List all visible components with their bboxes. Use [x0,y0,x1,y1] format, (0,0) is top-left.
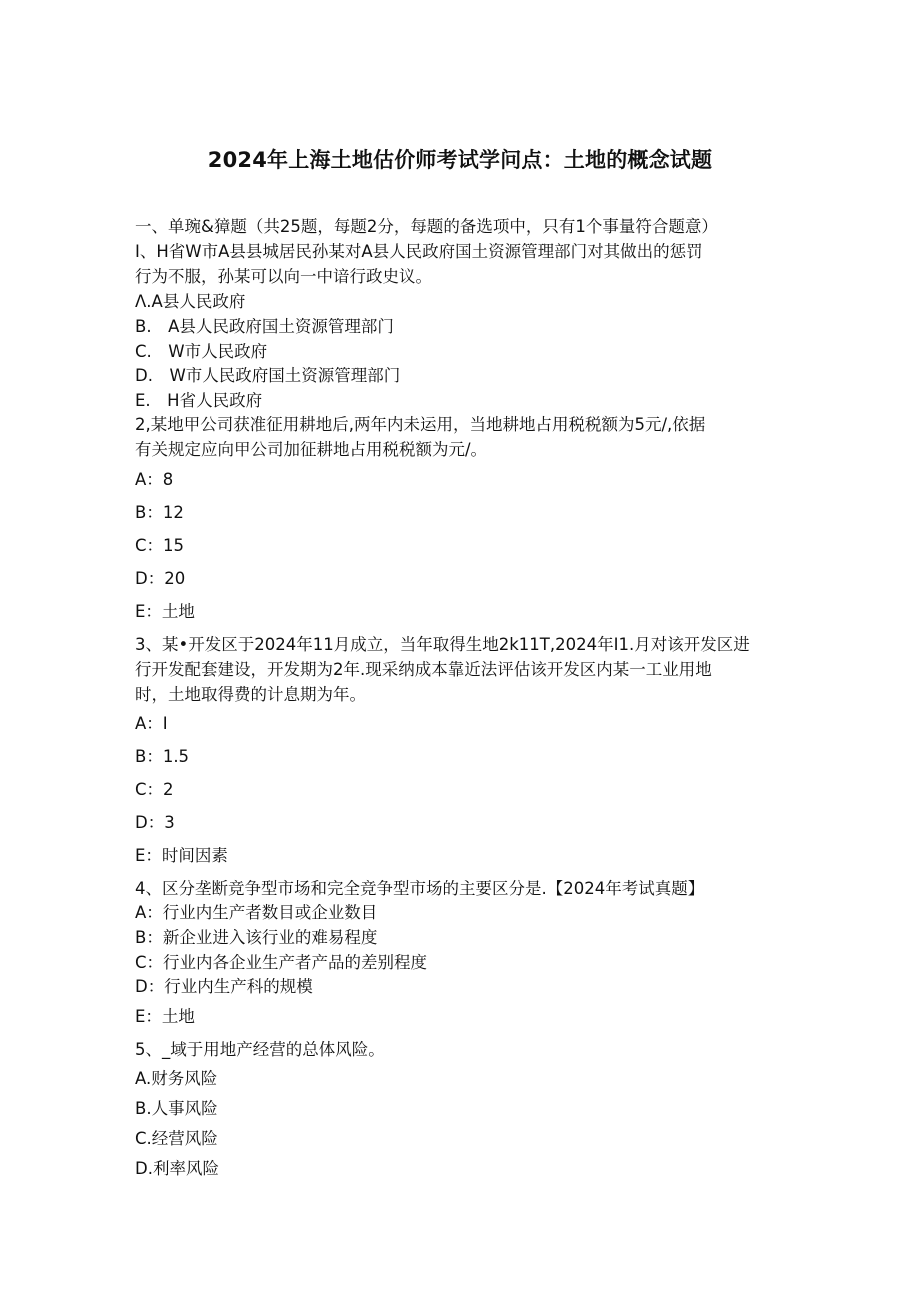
question-4-option-d: D：行业内生产科的规模 [135,977,313,996]
question-5-stem-line-1: 5、_域于用地产经营的总体风险。 [135,1040,385,1059]
question-3-option-b: B：1.5 [135,747,190,766]
question-4-option-e: E：土地 [135,1007,195,1026]
question-3-stem-line-3: 时，土地取得费的计息期为年。 [135,685,366,704]
question-3-option-a: A：I [135,714,168,733]
document-title: 2024年上海土地估价师考试学问点：土地的概念试题 [207,148,713,172]
question-4-option-a: A：行业内生产者数目或企业数目 [135,903,378,922]
question-5-option-c: C.经营风险 [135,1129,218,1148]
question-1-option-c: C. W市人民政府 [135,342,268,361]
question-2-stem-line-1: 2,某地甲公司获准征用耕地后,两年内未运用，当地耕地占用税税额为5元/,依据 [135,415,706,434]
question-2-option-e: E：土地 [135,602,195,621]
question-1-option-d: D. W市人民政府国土资源管理部门 [135,366,401,385]
question-2-option-a: A：8 [135,470,174,489]
question-1-stem-line-2: 行为不服，孙某可以向一中谙行政史议。 [135,267,432,286]
section-header: 一、单琬&獐题（共25题，每题2分，每题的备选项中，只有1个事量符合题意） [135,217,718,236]
question-4-option-b: B：新企业进入该行业的难易程度 [135,928,378,947]
question-3-option-c: C：2 [135,780,174,799]
question-1-option-b: B. A县人民政府国土资源管理部门 [135,317,394,336]
question-4-stem-line-1: 4、区分垄断竞争型市场和完全竞争型市场的主要区分是.【2024年考试真题】 [135,879,705,898]
question-5-option-b: B.人事风险 [135,1099,218,1118]
question-5-option-a: A.财务风险 [135,1069,218,1088]
question-1-option-e: E. H省人民政府 [135,391,263,410]
question-3-option-d: D：3 [135,813,175,832]
question-2-option-b: B：12 [135,503,184,522]
question-2-stem-line-2: 有关规定应向甲公司加征耕地占用税税额为元/。 [135,440,488,459]
question-2-option-d: D：20 [135,569,186,588]
question-3-option-e: E：时间因素 [135,846,228,865]
question-1-stem-line-1: I、H省W市A县县城居民孙某对A县人民政府国土资源管理部门对其做出的惩罚 [135,242,703,261]
question-3-stem-line-1: 3、某•开发区于2024年11月成立，当年取得生地2k11T,2024年I1.月对该开发区进 [135,635,750,654]
question-2-option-c: C：15 [135,536,185,555]
question-3-stem-line-2: 行开发配套建设，开发期为2年.现采纳成本靠近法评估该开发区内某一工业用地 [135,660,712,679]
question-5-option-d: D.利率风险 [135,1159,219,1178]
question-4-option-c: C：行业内各企业生产者产品的差别程度 [135,953,428,972]
question-1-option-a: Λ.A县人民政府 [135,292,246,311]
